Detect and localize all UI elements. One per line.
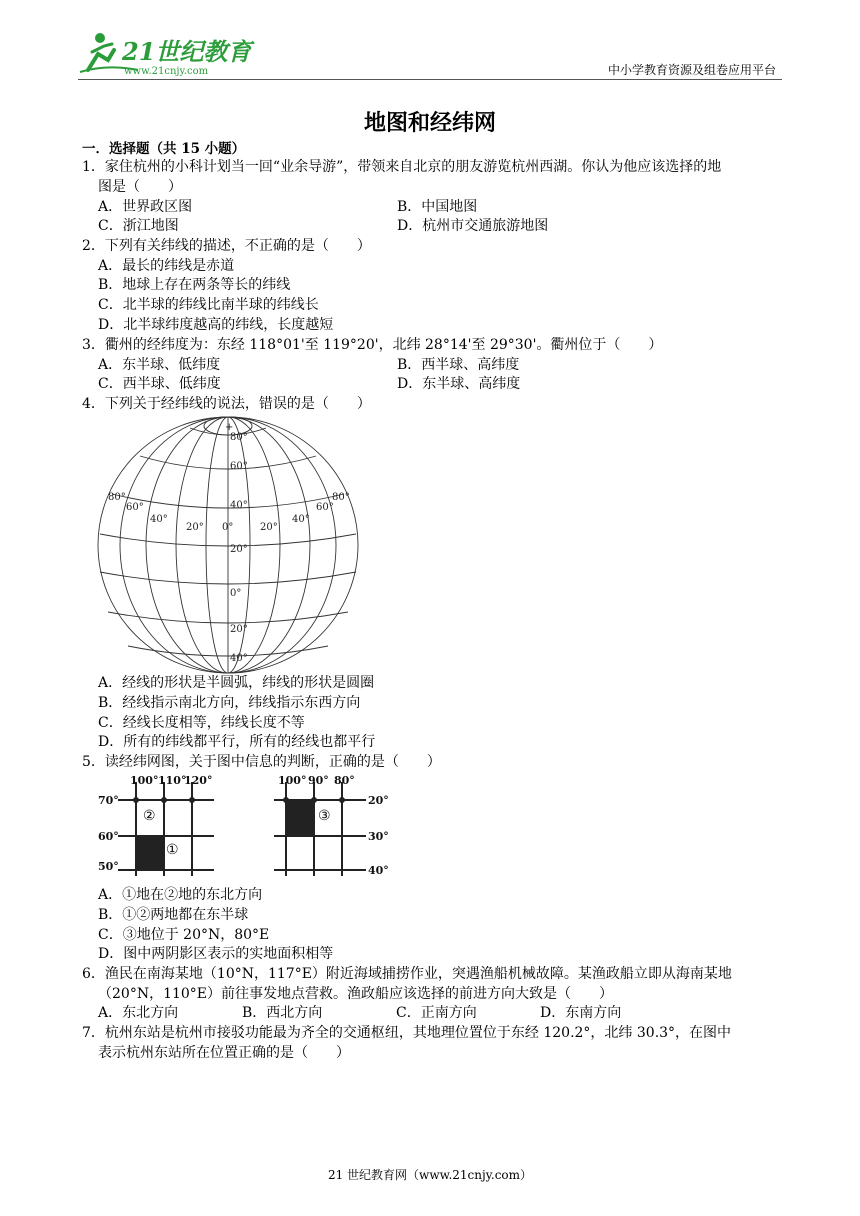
q5-option-a[interactable]: A．①地在②地的东北方向: [98, 887, 263, 903]
lon-label: 60°: [126, 502, 144, 513]
q4-option-a[interactable]: A．经线的形状是半圆弧，纬线的形状是圆圈: [98, 675, 375, 691]
lat-label: 80°: [230, 432, 248, 443]
question-7-stem-cont: 表示杭州东站所在位置正确的是（ ）: [98, 1045, 350, 1061]
place-marker-1: ①: [166, 842, 179, 858]
section-heading: 一．选择题（共 15 小题）: [82, 141, 246, 157]
q4-option-b[interactable]: B．经线指示南北方向，纬线指示东西方向: [98, 695, 361, 711]
q1-option-d[interactable]: D．杭州市交通旅游地图: [397, 218, 549, 234]
page-footer: 21 世纪教育网（www.21cnjy.com）: [327, 1168, 533, 1182]
q6-option-d[interactable]: D．东南方向: [540, 1005, 622, 1021]
grid2-lon-label: 80°: [334, 774, 355, 787]
q5-option-c[interactable]: C．③地位于 20°N，80°E: [98, 927, 270, 943]
lat-label: 40°: [230, 653, 248, 664]
lat-label: 0°: [230, 588, 242, 599]
q6-option-a[interactable]: A．东北方向: [98, 1005, 179, 1021]
grid1-lon-label: 110°: [158, 774, 187, 787]
q1-option-a[interactable]: A．世界政区图: [98, 199, 193, 215]
lat-label: 20°: [230, 624, 248, 635]
q5-option-b[interactable]: B．①②两地都在东半球: [98, 907, 249, 923]
lat-lon-grid-1: [96, 770, 226, 878]
lon-label: 80°: [332, 492, 350, 503]
shaded-area-1: [136, 836, 164, 870]
question-2-stem: 2．下列有关纬线的描述，不正确的是（ ）: [82, 238, 371, 254]
q2-option-d[interactable]: D．北半球纬度越高的纬线，长度越短: [98, 317, 334, 333]
q1-option-c[interactable]: C．浙江地图: [98, 218, 179, 234]
q3-option-a[interactable]: A．东半球、低纬度: [98, 357, 221, 373]
header-tagline: 中小学教育资源及组卷应用平台: [607, 63, 776, 77]
lat-label: 40°: [230, 500, 248, 511]
q3-option-d[interactable]: D．东半球、高纬度: [397, 376, 521, 392]
question-6-stem-cont: （20°N，110°E）前往事发地点营救。渔政船应该选择的前进方向大致是（ ）: [98, 986, 614, 1002]
grid1-lat-label: 70°: [98, 794, 119, 807]
question-1-stem-cont: 图是（ ）: [98, 179, 182, 195]
logo-url: www.21cnjy.com: [124, 66, 209, 77]
lon-label: 80°: [108, 492, 126, 503]
grid2-lon-label: 90°: [308, 774, 329, 787]
page-title: 地图和经纬网: [363, 110, 496, 136]
lat-label: 60°: [230, 461, 248, 472]
lat-label: 20°: [230, 544, 248, 555]
q6-option-b[interactable]: B．西北方向: [242, 1005, 323, 1021]
q2-option-a[interactable]: A．最长的纬线是赤道: [98, 258, 235, 274]
question-7-stem: 7．杭州东站是杭州市接驳功能最为齐全的交通枢纽，其地理位置位于东经 120.2°，北纬 30.3°，在图中: [82, 1025, 732, 1041]
q4-option-d[interactable]: D．所有的纬线都平行，所有的经线也都平行: [98, 734, 376, 750]
place-marker-2: ②: [143, 808, 156, 824]
lon-label: 20°: [186, 522, 204, 533]
grid1-lat-label: 50°: [98, 860, 119, 873]
site-logo: [78, 30, 258, 82]
q6-option-c[interactable]: C．正南方向: [396, 1005, 477, 1021]
question-5-stem: 5．读经纬网图，关于图中信息的判断，正确的是（ ）: [82, 754, 441, 770]
grid2-lat-label: 30°: [368, 830, 389, 843]
grid1-lon-label: 100°: [130, 774, 159, 787]
lon-label: 40°: [150, 514, 168, 525]
lon-label: 20°: [260, 522, 278, 533]
shaded-area-2: [286, 800, 314, 836]
grid1-lat-label: 60°: [98, 830, 119, 843]
grid2-lat-label: 20°: [368, 794, 389, 807]
q1-option-b[interactable]: B．中国地图: [397, 199, 478, 215]
q3-option-c[interactable]: C．西半球、低纬度: [98, 376, 221, 392]
lon-label: 0°: [222, 522, 234, 533]
question-4-stem: 4．下列关于经纬线的说法，错误的是（ ）: [82, 396, 371, 412]
grid2-lon-label: 100°: [278, 774, 307, 787]
north-pole-mark: +: [225, 422, 234, 433]
q4-option-c[interactable]: C．经线长度相等，纬线长度不等: [98, 715, 305, 731]
question-3-stem: 3．衢州的经纬度为：东经 118°01'至 119°20'，北纬 28°14'至 29°30'。衢州位于（ ）: [82, 337, 663, 353]
place-marker-3: ③: [318, 808, 331, 824]
globe-graticule-figure: [94, 412, 362, 674]
q2-option-c[interactable]: C．北半球的纬线比南半球的纬线长: [98, 297, 319, 313]
lon-label: 40°: [292, 514, 310, 525]
lat-lon-grid-2: [268, 770, 398, 878]
q2-option-b[interactable]: B．地球上存在两条等长的纬线: [98, 277, 291, 293]
q3-option-b[interactable]: B．西半球、高纬度: [397, 357, 520, 373]
question-6-stem: 6．渔民在南海某地（10°N，117°E）附近海域捕捞作业，突遇渔船机械故障。某渔政船立即从海南某地: [82, 966, 732, 982]
question-1-stem: 1．家住杭州的小科计划当一回“业余导游”，带领来自北京的朋友游览杭州西湖。你认为他应该选择的地: [82, 159, 722, 175]
header-divider: [78, 79, 782, 80]
q5-option-d[interactable]: D．图中两阴影区表示的实地面积相等: [98, 946, 334, 962]
grid2-lat-label: 40°: [368, 864, 389, 877]
logo-text: 21世纪教育: [122, 37, 252, 66]
grid1-lon-label: 120°: [184, 774, 213, 787]
lon-label: 60°: [316, 502, 334, 513]
